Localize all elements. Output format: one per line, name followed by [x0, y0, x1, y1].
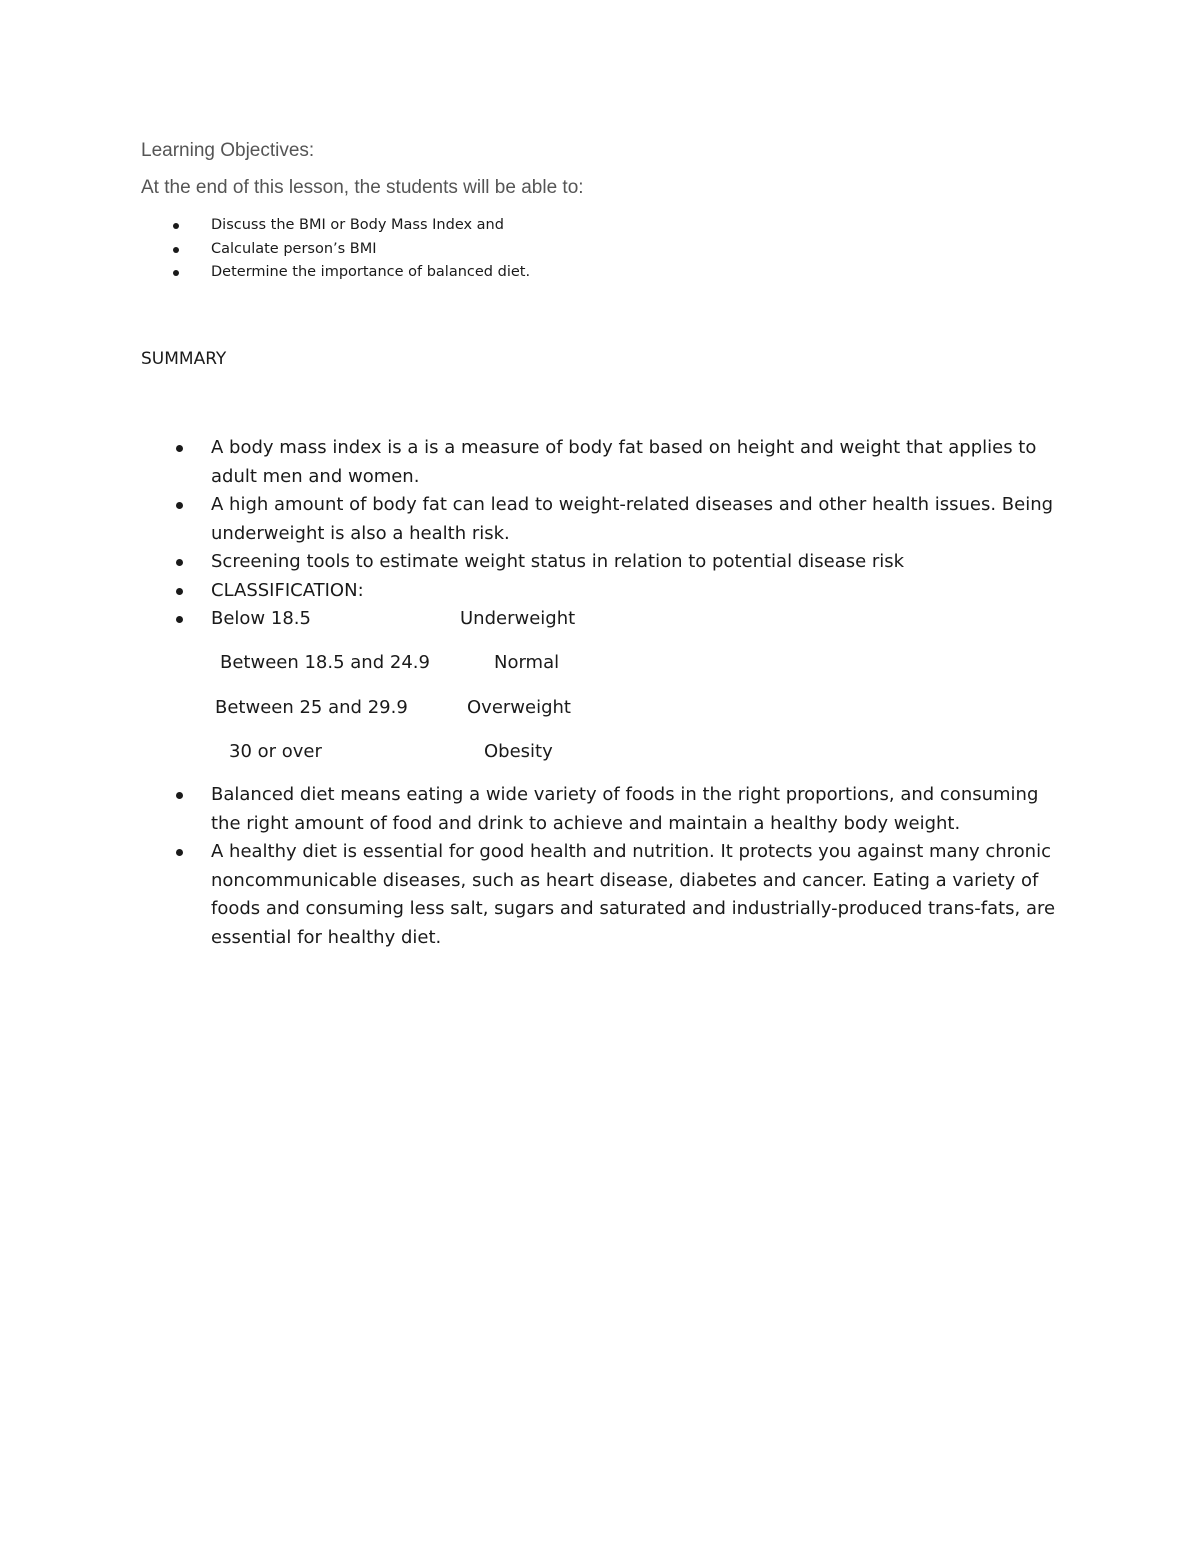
bullet-icon [176, 849, 183, 856]
summary-point-text: A healthy diet is essential for good health and nutrition. It protects you against many chronic noncommunicable diseases, such as heart disease, diabetes and cancer. Eating a variety of foods and consuming less salt, sugars and saturated and industrially-produced trans-fats, are essential for healthy diet. [211, 841, 1056, 948]
classification-category: Overweight [467, 697, 571, 718]
bullet-icon [173, 247, 179, 253]
bullet-icon [176, 445, 183, 452]
summary-point-text: Balanced diet means eating a wide variety of foods in the right proportions, and consuming the right amount of food and drink to achieve and maintain a healthy body weight. [211, 784, 1039, 834]
learning-objectives-heading: Learning Objectives: [141, 140, 315, 161]
summary-heading: SUMMARY [141, 349, 227, 369]
objective-text: Determine the importance of balanced diet. [211, 264, 531, 280]
objective-text: Discuss the BMI or Body Mass Index and [211, 217, 504, 233]
classification-range: Between 18.5 and 24.9 [220, 652, 430, 673]
learning-objectives-intro: At the end of this lesson, the students will be able to: [141, 177, 584, 198]
classification-range: Below 18.5 [211, 608, 311, 629]
bullet-icon [176, 588, 183, 595]
summary-point-text: CLASSIFICATION: [211, 580, 364, 601]
classification-range: Between 25 and 29.9 [215, 697, 408, 718]
classification-category: Obesity [484, 741, 553, 762]
bullet-icon [173, 223, 179, 229]
classification-category: Normal [494, 652, 560, 673]
summary-point-text: A high amount of body fat can lead to weight-related diseases and other health issues. Being underweight is also a health risk. [211, 494, 1054, 544]
bullet-icon [176, 792, 183, 799]
summary-point-text: A body mass index is a is a measure of body fat based on height and weight that applies to adult men and women. [211, 437, 1037, 487]
bullet-icon [176, 502, 183, 509]
bullet-icon [176, 559, 183, 566]
bullet-icon [176, 616, 183, 623]
bullet-icon [173, 270, 179, 276]
classification-category: Underweight [460, 608, 576, 629]
summary-point-text: Screening tools to estimate weight status in relation to potential disease risk [211, 551, 905, 572]
objective-text: Calculate person’s BMI [211, 240, 377, 257]
classification-range: 30 or over [229, 741, 322, 762]
